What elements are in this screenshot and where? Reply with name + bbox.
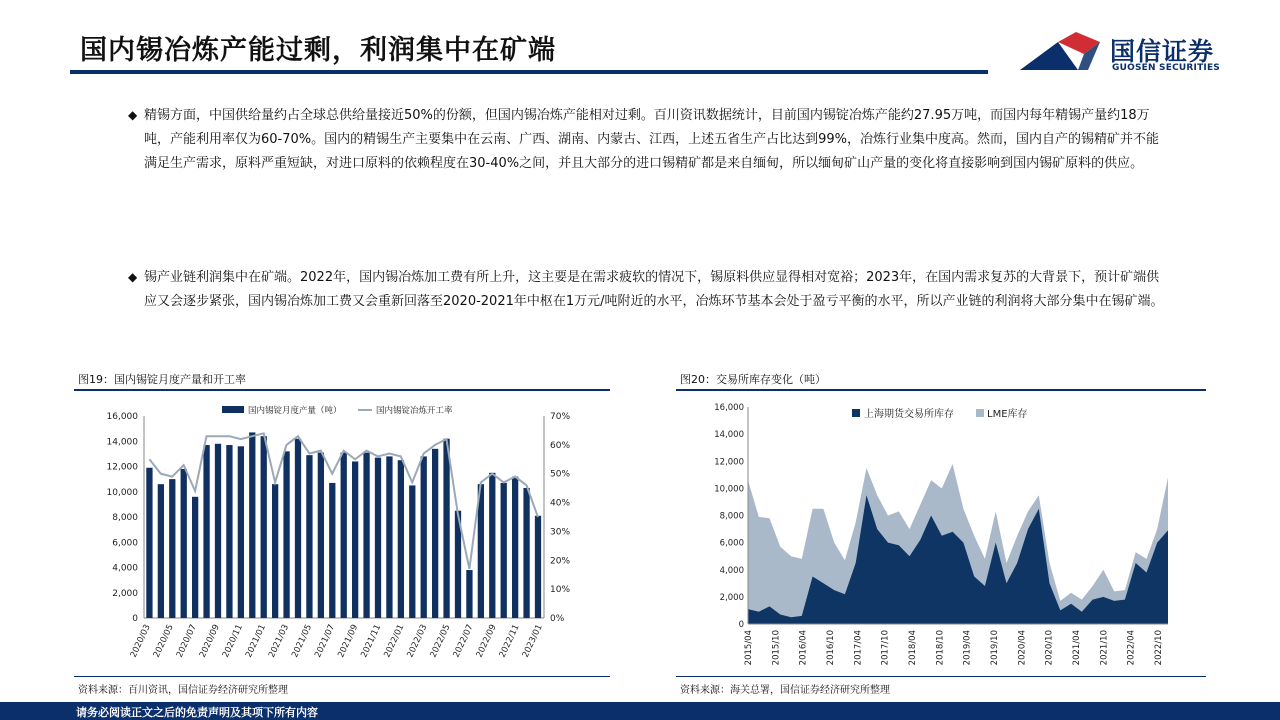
production-bar: [261, 436, 267, 618]
y-right-tick-label: 60%: [550, 440, 571, 451]
x-tick-label: 2022/11: [497, 623, 522, 660]
source-rule: [676, 676, 1206, 677]
y-right-tick-label: 40%: [550, 498, 571, 509]
production-bar: [398, 460, 404, 618]
x-tick-label: 2016/10: [826, 630, 836, 666]
legend-swatch-lme: [976, 409, 984, 417]
x-tick-label: 2022/05: [428, 623, 453, 660]
y-left-tick-label: 12,000: [106, 462, 138, 473]
x-tick-label: 2021/04: [1072, 630, 1082, 666]
legend-swatch-production: [222, 406, 244, 413]
x-tick-label: 2020/10: [1044, 630, 1055, 666]
production-bar: [535, 516, 541, 618]
production-bar: [432, 449, 438, 618]
production-bar: [318, 453, 324, 618]
y-tick-label: 6,000: [719, 538, 744, 549]
x-tick-label: 2021/05: [290, 623, 315, 660]
production-bar: [169, 479, 175, 618]
production-bar: [181, 469, 187, 618]
y-tick-label: 12,000: [714, 457, 744, 468]
logo-emblem-icon: [1018, 30, 1106, 76]
y-tick-label: 10,000: [714, 484, 744, 495]
y-left-tick-label: 2,000: [112, 588, 138, 599]
x-tick-label: 2022/07: [451, 623, 476, 660]
y-right-tick-label: 50%: [550, 469, 571, 480]
page-title: 国内锡冶炼产能过剩，利润集中在矿端: [80, 35, 556, 66]
production-bar: [249, 432, 255, 618]
bullet-diamond-icon: ◆: [128, 108, 138, 122]
x-tick-label: 2020/07: [174, 623, 199, 660]
x-tick-label: 2019/10: [990, 630, 1000, 666]
legend-swatch-shfe: [852, 409, 860, 417]
production-bar: [146, 468, 152, 618]
y-tick-label: 2,000: [719, 592, 744, 603]
x-tick-label: 2018/04: [908, 630, 918, 666]
production-bar: [501, 483, 507, 618]
title-rule: [70, 70, 988, 74]
production-bar: [192, 497, 198, 618]
x-tick-label: 2019/04: [962, 630, 973, 666]
production-bar: [283, 451, 289, 618]
x-tick-label: 2022/03: [405, 623, 430, 660]
production-bar: [215, 444, 221, 618]
y-left-tick-label: 0: [132, 614, 138, 624]
x-tick-label: 2020/03: [128, 623, 153, 660]
x-tick-label: 2020/11: [220, 623, 245, 660]
x-tick-label: 2020/09: [197, 623, 222, 660]
logo-english-name: GUOSEN SECURITIES: [1112, 63, 1220, 73]
production-bar: [238, 446, 244, 618]
figure-source: 资料来源：海关总署，国信证券经济研究所整理: [680, 685, 890, 696]
production-bar: [158, 484, 164, 618]
production-bar: [363, 453, 369, 618]
y-tick-label: 4,000: [719, 565, 744, 576]
x-tick-label: 2021/07: [313, 623, 338, 660]
legend-label-utilization: 国内锡锭冶炼开工率: [376, 406, 453, 416]
y-right-tick-label: 0%: [550, 614, 565, 624]
y-left-tick-label: 6,000: [112, 538, 138, 549]
x-tick-label: 2020/04: [1017, 630, 1028, 666]
x-tick-label: 2022/01: [382, 623, 407, 660]
production-bar: [352, 461, 358, 618]
production-bar: [523, 488, 529, 618]
footer-disclaimer: 请务必阅读正文之后的免责声明及其项下所有内容: [76, 706, 318, 719]
inventory-chart: [676, 392, 1206, 674]
x-tick-label: 2017/04: [853, 630, 864, 666]
x-tick-label: 2022/04: [1126, 630, 1137, 666]
production-bar: [386, 456, 392, 618]
legend-label-production: 国内锡锭月度产量（吨）: [248, 406, 342, 416]
legend-label-lme: LME库存: [987, 409, 1028, 420]
x-tick-label: 2017/10: [880, 630, 891, 666]
x-tick-label: 2021/10: [1099, 630, 1110, 666]
production-bar: [341, 453, 347, 618]
x-tick-label: 2015/04: [744, 630, 754, 666]
bullet-point: [128, 104, 1168, 176]
y-left-tick-label: 14,000: [106, 437, 138, 448]
y-left-tick-label: 16,000: [106, 412, 138, 422]
production-bar: [409, 485, 415, 618]
production-bar: [489, 473, 495, 618]
y-left-tick-label: 10,000: [106, 487, 138, 498]
x-tick-label: 2021/11: [359, 623, 384, 660]
logo-chinese-name: 国信证券: [1110, 37, 1215, 66]
bullet-point: [128, 266, 1168, 314]
x-tick-label: 2021/01: [244, 623, 269, 660]
legend-label-shfe: 上海期货交易所库存: [864, 409, 954, 420]
y-tick-label: 16,000: [714, 403, 744, 413]
y-right-tick-label: 20%: [550, 556, 571, 567]
x-tick-label: 2023/01: [520, 623, 545, 660]
figure-rule: [74, 389, 610, 391]
x-tick-label: 2016/04: [798, 630, 809, 666]
production-chart: [74, 392, 610, 674]
y-left-tick-label: 4,000: [112, 563, 138, 574]
source-rule: [74, 676, 610, 677]
production-bar: [272, 484, 278, 618]
x-tick-label: 2020/05: [151, 623, 176, 660]
y-right-tick-label: 10%: [550, 585, 571, 596]
production-bar: [306, 455, 312, 618]
production-bar: [329, 483, 335, 618]
figure-source: 资料来源：百川资讯，国信证券经济研究所整理: [78, 685, 288, 696]
x-tick-label: 2015/10: [771, 630, 782, 666]
bullet-diamond-icon: ◆: [128, 270, 138, 284]
y-tick-label: 0: [738, 620, 744, 630]
y-tick-label: 8,000: [719, 511, 744, 522]
production-bar: [466, 570, 472, 618]
y-left-tick-label: 8,000: [112, 513, 138, 523]
production-bar: [443, 439, 449, 618]
production-bar: [295, 439, 301, 618]
y-right-tick-label: 70%: [550, 412, 571, 422]
x-tick-label: 2021/03: [267, 623, 292, 660]
footer-bar: [0, 702, 1280, 720]
figure-title: 图19：国内锡锭月度产量和开工率: [78, 373, 246, 386]
x-tick-label: 2022/09: [474, 623, 499, 660]
production-bar: [375, 458, 381, 618]
figure-rule: [676, 389, 1206, 391]
y-right-tick-label: 30%: [550, 527, 571, 538]
bullet-text: 精锡方面，中国供给量约占全球总供给量接近50%的份额，但国内锡冶炼产能相对过剩。百川资讯数据统计，目前国内锡锭冶炼产能约27.95万吨，而国内每年精锡产量约18万吨，产能利用率仅为60-70%。国内的精锡生产主要集中在云南、广西、湖南、内蒙古、江西，上述五省生产占比达到99%，冶炼行业集中度高。然而，国内自产的锡精矿并不能满足生产需求，原料严重短缺，对进口原料的依赖程度在30-40%之间，并且大部分的进口锡精矿都是来自缅甸，所以缅甸矿山产量的变化将直接影响到国内锡矿原料的供应。: [144, 108, 1160, 171]
x-tick-label: 2021/09: [336, 623, 361, 660]
bullet-text: 锡产业链利润集中在矿端。2022年，国内锡冶炼加工费有所上升，这主要是在需求疲软的情况下，锡原料供应显得相对宽裕；2023年，在国内需求复苏的大背景下，预计矿端供应又会逐步紧张，国内锡冶炼加工费又会重新回落至2020-2021年中枢在1万元/吨附近的水平，冶炼环节基本会处于盈亏平衡的水平，所以产业链的利润将大部分集中在锡矿端。: [144, 270, 1164, 309]
production-bar: [512, 477, 518, 618]
figure-title: 图20：交易所库存变化（吨）: [680, 373, 826, 386]
x-tick-label: 2022/10: [1154, 630, 1164, 666]
production-bar: [226, 445, 232, 618]
y-tick-label: 14,000: [714, 430, 744, 441]
production-bar: [203, 445, 209, 618]
x-tick-label: 2018/10: [935, 630, 946, 666]
production-bar: [421, 456, 427, 618]
company-logo: [1018, 30, 1218, 76]
